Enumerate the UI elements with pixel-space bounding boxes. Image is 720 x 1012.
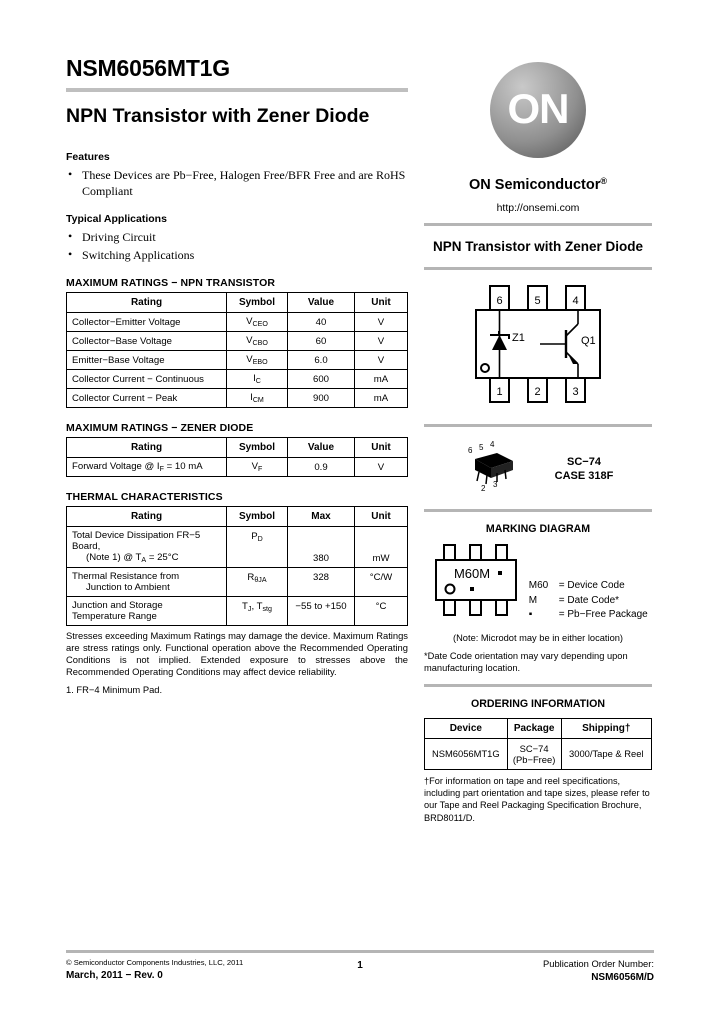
svg-text:Z1: Z1 (512, 332, 525, 345)
package-3d-icon (463, 441, 533, 497)
date-revision: March, 2011 − Rev. 0 (66, 970, 163, 981)
divider (424, 684, 652, 687)
cell-value: 6.0 (288, 351, 355, 370)
footnote-1: 1. FR−4 Minimum Pad. (66, 684, 163, 696)
cell-rating: Total Device Dissipation FR−5 Board, (Note 1) @ $T_A = 25^\circ C$ (67, 527, 227, 568)
brand-url[interactable]: http://onsemi.com (496, 201, 580, 214)
cell-unit: V (355, 313, 408, 332)
page-title: NSM6056MT1G (66, 55, 230, 81)
cell-value: 600 (288, 370, 355, 389)
applications-heading: Typical Applications (66, 213, 167, 226)
svg-text:5: 5 (478, 443, 484, 453)
cell-symbol: $R_{\theta JA}$ (227, 568, 288, 597)
footer-divider (66, 950, 654, 953)
cell-value: 60 (288, 332, 355, 351)
legend-row: ▪ = Pb−Free Package (528, 609, 648, 621)
cell-package: SC−74 (Pb−Free) (507, 738, 561, 769)
thermal-caption: THERMAL CHARACTERISTICS (66, 491, 223, 504)
marking-legend (529, 579, 648, 623)
svg-text:4: 4 (489, 441, 495, 450)
svg-text:5: 5 (534, 295, 541, 308)
column-header-symbol: Symbol (227, 507, 288, 527)
cell-unit: mW (355, 527, 408, 568)
cell-value: 380 (288, 527, 355, 568)
cell-rating: Collector Current − Peak (67, 389, 227, 408)
cell-rating: Collector−Emitter Voltage (67, 313, 227, 332)
publication-label: Publication Order Number: (543, 958, 654, 969)
column-header-package: Package (507, 718, 561, 738)
ordering-note: †For information on tape and reel specifications, including part orientation and tape sizes, please refer to our Tape and Reel Packaging Specification Brochure, BRD8011/D. (424, 775, 650, 823)
table-header-row (425, 718, 652, 738)
footer-right (543, 958, 654, 983)
cell-value: 40 (288, 313, 355, 332)
case-number: CASE 318F (554, 470, 614, 483)
table-row (67, 458, 408, 477)
logo-text: ON (507, 85, 569, 133)
stress-note: Stresses exceeding Maximum Ratings may damage the device. Maximum Ratings are stress ratings only. Functional operation above the Recommended Operating Conditions is not implied. Extended exposure to stresses above the Recommended Operating Conditions may affect device reliability. (66, 630, 408, 678)
column-header-rating: Rating (67, 293, 227, 313)
svg-text:6: 6 (496, 295, 503, 308)
cell-symbol: $V_{EBO}$ (227, 351, 288, 370)
page-number: 1 (357, 960, 363, 971)
column-header-max: Max (288, 507, 355, 527)
table-row (67, 568, 408, 597)
on-sphere-icon (490, 62, 586, 158)
pin-schematic-diagram (424, 282, 652, 412)
cell-unit: mA (355, 389, 408, 408)
cell-symbol: $P_D$ (227, 527, 288, 568)
ordering-info-table (424, 718, 652, 770)
max-ratings-zener-table (66, 437, 408, 477)
cell-shipping: 3000/Tape & Reel (561, 738, 651, 769)
cell-unit: V (355, 458, 408, 477)
table-header-row (67, 438, 408, 458)
applications-list (66, 230, 408, 263)
publication-number: NSM6056M/D (591, 972, 654, 983)
list-item: • Switching Applications (66, 248, 408, 264)
cell-symbol: $I_C$ (227, 370, 288, 389)
divider (424, 223, 652, 226)
features-list (66, 168, 408, 199)
svg-text:2: 2 (480, 484, 486, 494)
list-item: • Driving Circuit (66, 230, 408, 246)
table-row (67, 332, 408, 351)
registered-trademark-icon: ® (600, 176, 607, 186)
cell-device: NSM6056MT1G (425, 738, 508, 769)
right-column (424, 62, 652, 824)
cell-rating: Collector−Base Voltage (67, 332, 227, 351)
table-row (67, 351, 408, 370)
divider (424, 424, 652, 427)
cell-rating: Collector Current − Continuous (67, 370, 227, 389)
divider (424, 509, 652, 512)
package-case-block (424, 441, 652, 497)
cell-unit: mA (355, 370, 408, 389)
cell-unit: V (355, 351, 408, 370)
cell-rating: Emitter−Base Voltage (67, 351, 227, 370)
column-header-device: Device (425, 718, 508, 738)
cell-unit: V (355, 332, 408, 351)
document-title: NPN Transistor with Zener Diode (66, 105, 370, 128)
divider (424, 267, 652, 270)
svg-text:3: 3 (492, 480, 498, 490)
column-header-symbol: Symbol (227, 293, 288, 313)
cell-value: 0.9 (288, 458, 355, 477)
column-header-value: Value (288, 438, 355, 458)
table-row (425, 738, 652, 769)
title-divider (66, 88, 408, 92)
max-ratings-zener-caption: MAXIMUM RATINGS − ZENER DIODE (66, 422, 254, 435)
column-header-unit: Unit (355, 438, 408, 458)
brand-name: ON Semiconductor® (469, 176, 607, 193)
svg-text:2: 2 (534, 386, 541, 399)
column-header-shipping: Shipping† (561, 718, 651, 738)
left-column (66, 56, 408, 695)
svg-text:Q1: Q1 (581, 335, 596, 348)
list-item: • These Devices are Pb−Free, Halogen Free/BFR Free and are RoHS Compliant (66, 168, 408, 199)
cell-symbol: $T_J$, $T_{stg}$ (227, 597, 288, 626)
case-name: SC−74 (567, 455, 601, 468)
cell-value: −55 to +150 (288, 597, 355, 626)
marking-package-icon (428, 543, 524, 617)
cell-value: 900 (288, 389, 355, 408)
cell-value: 328 (288, 568, 355, 597)
cell-unit: °C/W (355, 568, 408, 597)
table-row (67, 370, 408, 389)
cell-symbol: $V_{CEO}$ (227, 313, 288, 332)
cell-symbol: $V_F$ (227, 458, 288, 477)
device-title: NPN Transistor with Zener Diode (432, 238, 644, 254)
cell-symbol: $V_{CBO}$ (227, 332, 288, 351)
cell-symbol: $I_{CM}$ (227, 389, 288, 408)
max-ratings-npn-caption: MAXIMUM RATINGS − NPN TRANSISTOR (66, 277, 276, 290)
case-label (555, 455, 614, 485)
svg-text:3: 3 (572, 386, 579, 399)
table-row (67, 527, 408, 568)
cell-rating: Thermal Resistance from Junction to Ambient (67, 568, 227, 597)
cell-rating: Junction and Storage Temperature Range (67, 597, 227, 626)
legend-row: M60 = Device Code (528, 580, 625, 592)
column-header-rating: Rating (67, 438, 227, 458)
ordering-info-heading: ORDERING INFORMATION (471, 697, 605, 710)
table-header-row (67, 507, 408, 527)
svg-text:4: 4 (572, 295, 579, 308)
marking-note-microdot: (Note: Microdot may be in either location) (453, 632, 623, 643)
cell-rating: Forward Voltage @ $I_F = 10$ mA (67, 458, 227, 477)
table-row (67, 389, 408, 408)
cell-unit: °C (355, 597, 408, 626)
legend-row: M = Date Code* (528, 594, 620, 606)
brand-logo (424, 62, 652, 168)
thermal-table (66, 506, 408, 626)
max-ratings-npn-table (66, 292, 408, 408)
svg-text:6: 6 (467, 446, 473, 456)
column-header-unit: Unit (355, 507, 408, 527)
schematic-svg (468, 282, 608, 407)
marking-note-datecode: *Date Code orientation may vary depending upon manufacturing location. (424, 650, 628, 674)
svg-text:1: 1 (496, 386, 503, 399)
column-header-unit: Unit (355, 293, 408, 313)
table-row (67, 597, 408, 626)
table-row (67, 313, 408, 332)
page-footer (66, 950, 654, 992)
table-header-row (67, 293, 408, 313)
features-heading: Features (66, 151, 110, 164)
svg-text:M60M: M60M (454, 566, 491, 582)
copyright-text: © Semiconductor Components Industries, LLC, 2011 (66, 958, 244, 967)
column-header-rating: Rating (67, 507, 227, 527)
marking-diagram-heading: MARKING DIAGRAM (485, 523, 591, 536)
column-header-value: Value (288, 293, 355, 313)
column-header-symbol: Symbol (227, 438, 288, 458)
